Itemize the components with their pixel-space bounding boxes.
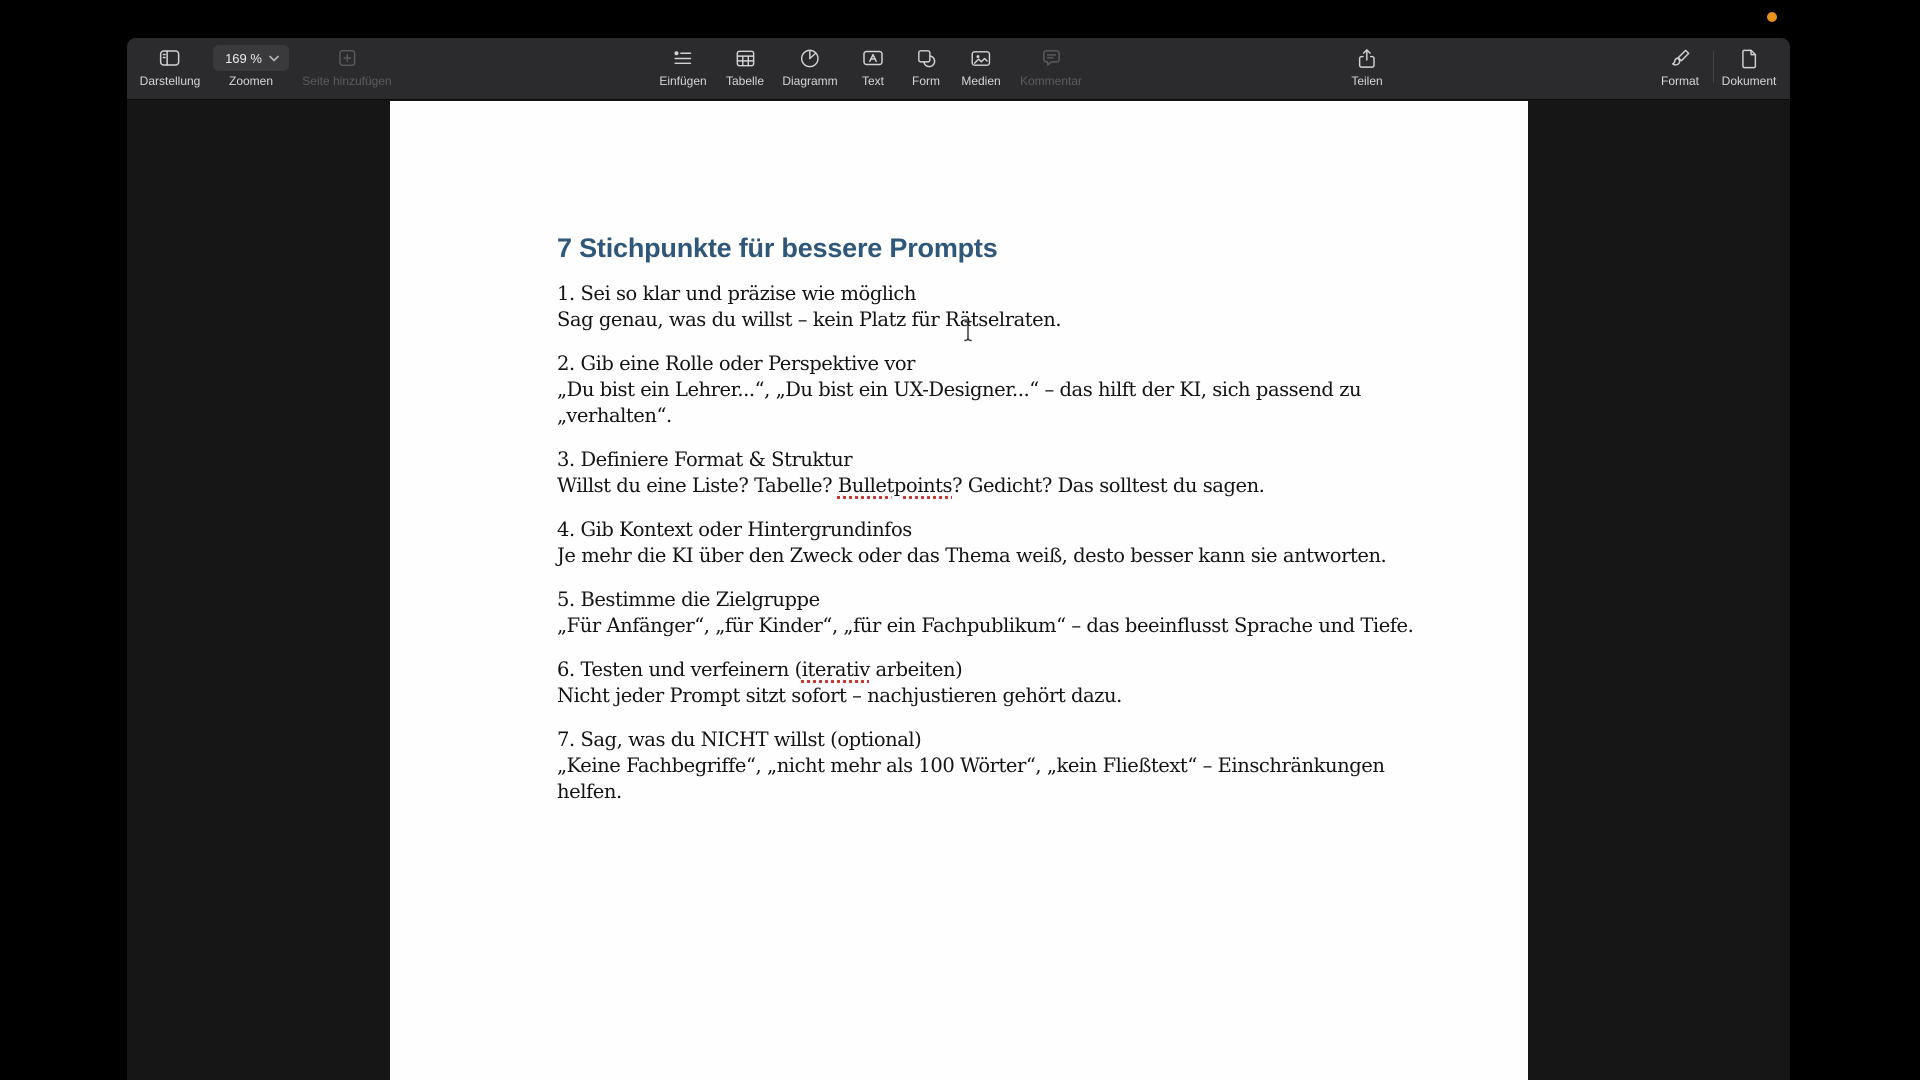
zoom-level-value: 169 % — [225, 50, 262, 66]
zoom-level-dropdown[interactable] — [213, 45, 289, 71]
pages-app-window — [127, 38, 1790, 1080]
item-head[interactable]: 5. Bestimme die Zielgruppe — [557, 588, 820, 611]
shape-label: Form — [912, 74, 940, 88]
chart-label: Diagramm — [782, 74, 838, 88]
document-heading[interactable]: 7 Stichpunkte für bessere Prompts — [557, 233, 998, 263]
format-button[interactable] — [1661, 45, 1699, 88]
add-page-icon — [336, 45, 358, 71]
document-icon — [1737, 45, 1760, 71]
item-line[interactable]: „verhalten“. — [557, 404, 672, 427]
toolbar — [127, 38, 1790, 100]
list-item[interactable] — [557, 657, 1372, 709]
line-segment: Willst du eine Liste? Tabelle? — [557, 474, 838, 497]
recording-indicator-dot[interactable] — [1767, 12, 1777, 22]
chevron-down-icon — [269, 55, 279, 62]
text-cursor-pointer — [962, 320, 974, 342]
line-segment: 6. Testen und verfeinern ( — [557, 658, 802, 681]
toolbar-divider — [1713, 51, 1714, 83]
add-page-button — [302, 45, 391, 88]
insert-button[interactable] — [659, 45, 706, 88]
paintbrush-icon — [1668, 45, 1691, 71]
list-item[interactable] — [557, 351, 1372, 429]
list-item[interactable] — [557, 517, 1387, 569]
table-button[interactable] — [726, 45, 764, 88]
comment-button — [1020, 45, 1082, 88]
item-line[interactable]: „Du bist ein Lehrer...“, „Du bist ein UX-Designer...“ – das hilft der KI, sich passend zu — [557, 378, 1362, 401]
list-item[interactable] — [557, 447, 1372, 499]
item-line[interactable]: „Keine Fachbegriffe“, „nicht mehr als 100 Wörter“, „kein Fließtext“ – Einschränkungen — [557, 754, 1385, 777]
text-box-icon — [861, 45, 885, 71]
shapes-icon — [915, 45, 938, 71]
document-label: Dokument — [1721, 74, 1777, 88]
chart-button[interactable] — [782, 45, 837, 88]
view-button-label: Darstellung — [139, 74, 201, 88]
item-head[interactable]: 4. Gib Kontext oder Hintergrundinfos — [557, 518, 912, 541]
format-label: Format — [1660, 74, 1700, 88]
share-label: Teilen — [1351, 74, 1383, 88]
share-button[interactable] — [1351, 45, 1382, 88]
view-button[interactable] — [140, 45, 201, 88]
item-line[interactable]: Nicht jeder Prompt sitzt sofort – nachjustieren gehört dazu. — [557, 684, 1122, 707]
misspelled-word[interactable]: iterativ — [801, 658, 870, 681]
table-icon — [734, 45, 757, 71]
media-button[interactable] — [961, 45, 1000, 88]
document-button[interactable] — [1722, 45, 1777, 88]
text-button[interactable] — [861, 45, 885, 88]
shape-button[interactable] — [912, 45, 940, 88]
item-line[interactable] — [557, 473, 1372, 499]
line-segment: arbeiten) — [869, 658, 963, 681]
media-icon — [969, 45, 992, 71]
line-segment: ? Gedicht? Das solltest du sagen. — [952, 474, 1265, 497]
item-line[interactable]: „Für Anfänger“, „für Kinder“, „für ein Fachpublikum“ – das beeinflusst Sprache und Tiefe. — [557, 614, 1414, 637]
list-item[interactable] — [557, 727, 1385, 805]
item-head[interactable]: 3. Definiere Format & Struktur — [557, 448, 853, 471]
item-head[interactable]: 1. Sei so klar und präzise wie möglich — [557, 282, 916, 305]
media-label: Medien — [961, 74, 1001, 88]
item-head[interactable]: 2. Gib eine Rolle oder Perspektive vor — [557, 352, 916, 375]
add-page-label: Seite hinzufügen — [302, 74, 392, 88]
document-canvas — [127, 101, 1790, 1080]
sidebar-icon — [158, 45, 182, 71]
comment-icon — [1040, 45, 1063, 71]
share-icon — [1355, 45, 1378, 71]
pie-chart-icon — [799, 45, 822, 71]
zoom-label: Zoomen — [228, 74, 274, 88]
misspelled-word[interactable]: Bulletpoints — [837, 474, 953, 497]
item-line[interactable]: helfen. — [557, 780, 622, 803]
zoom-control — [213, 45, 289, 88]
item-head[interactable]: 7. Sag, was du NICHT willst (optional) — [557, 728, 922, 751]
item-line[interactable]: Sag genau, was du willst – kein Platz für Rätselraten. — [557, 308, 1062, 331]
comment-label: Kommentar — [1019, 74, 1083, 88]
insert-label: Einfügen — [659, 74, 707, 88]
insert-icon — [672, 45, 695, 71]
table-label: Tabelle — [725, 74, 765, 88]
document-page[interactable] — [390, 101, 1528, 1080]
text-label: Text — [861, 74, 884, 88]
list-item[interactable] — [557, 587, 1414, 639]
item-line[interactable]: Je mehr die KI über den Zweck oder das Thema weiß, desto besser kann sie antworten. — [557, 544, 1387, 567]
item-head[interactable] — [557, 657, 1372, 683]
